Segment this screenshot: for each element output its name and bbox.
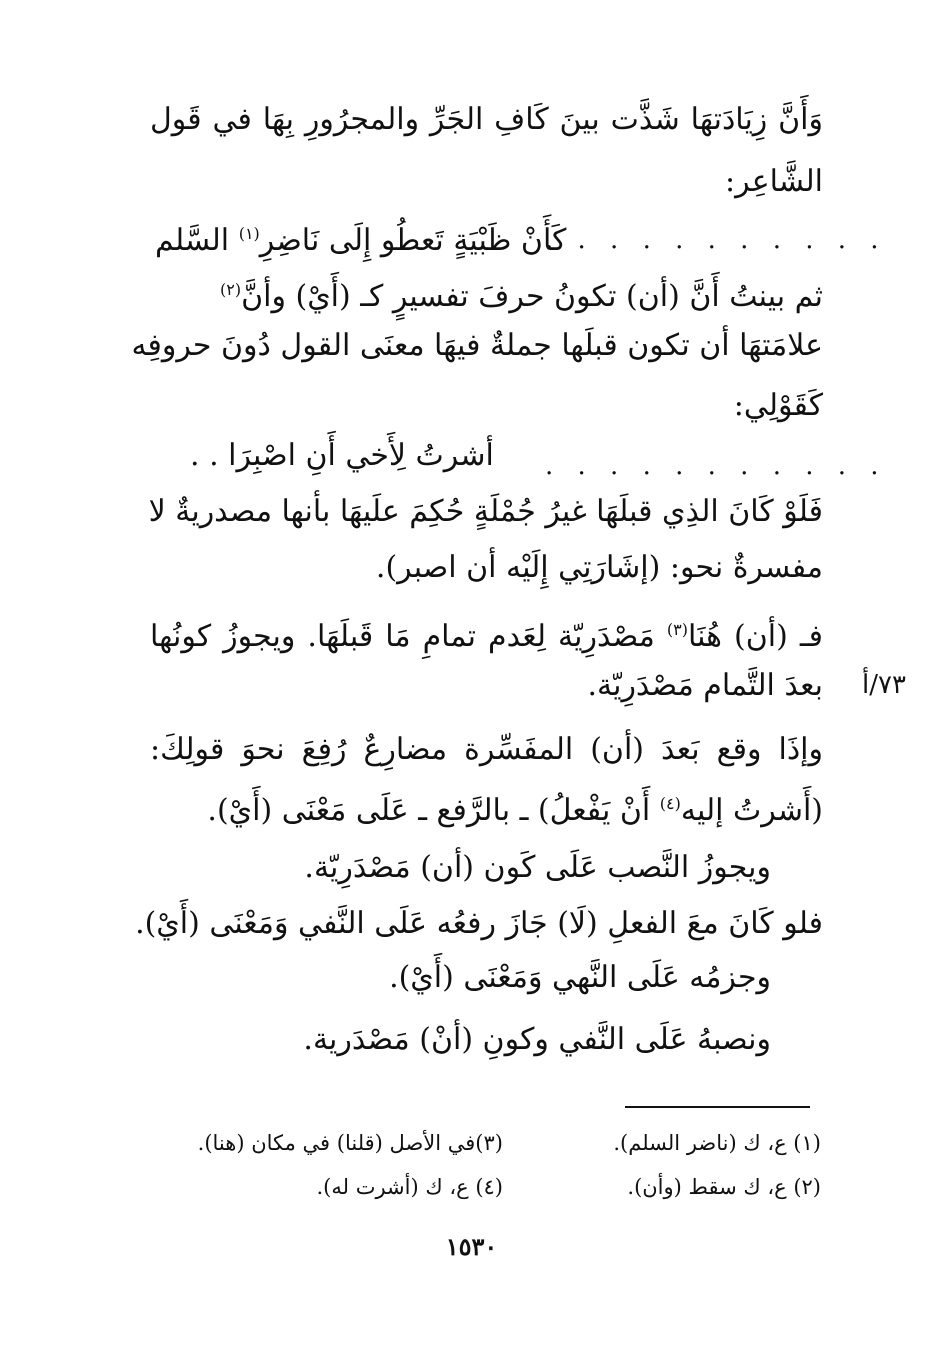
text-line-10 (150, 728, 823, 772)
footnote-ref-1: (١) (238, 224, 260, 243)
verse-1-dots-text: . . . . . . . . . . . (545, 225, 887, 255)
text-line-7 (150, 546, 823, 590)
text-line-5 (150, 384, 823, 428)
text-line-13-content: فلو كَانَ معَ الفعلِ (لَا) جَازَ رفعُه عَلَى النَّفي وَمَعْنَى (أَيْ). (135, 906, 823, 941)
footnote-1-text: (١) ع، ك (ناضر السلم). (613, 1131, 821, 1155)
text-line-4 (131, 324, 823, 368)
footnote-2 (627, 1170, 821, 1204)
text-line-13 (135, 902, 823, 946)
page-number-text: ١٥٣٠ (445, 1232, 498, 1261)
footnote-ref-4: (٤) (659, 794, 681, 813)
text-line-1-content: وَأَنَّ زِيَادَتهَا شَذَّت بينَ كَافِ الجَرِّ والمجرُورِ بِهَا في قَول (150, 102, 823, 137)
footnote-3 (198, 1126, 503, 1160)
verse-1-dots (545, 218, 887, 262)
text-line-8 (150, 608, 823, 659)
text-line-8-start: فـ (أن) هُنَا (687, 619, 823, 654)
verse-2-dots-text: . . . . . . . . . . . (545, 451, 887, 481)
text-line-10-content: وإذَا وقع بَعدَ (أن) المفَسِّرة مضارِعٌ رُفِعَ نحوَ قولِكَ: (150, 732, 823, 767)
text-line-8-end: مَصْدَرِيّة لِعَدم تمامِ مَا قَبلَهَا. ويجوزُ كونُها (150, 619, 655, 654)
verse-2 (190, 434, 494, 478)
text-line-15 (150, 1018, 771, 1062)
text-line-9-content: بعدَ التَّمام مَصْدَرِيّة. (587, 668, 823, 703)
footnote-2-text: (٢) ع، ك سقط (وأن). (627, 1175, 821, 1199)
footnote-4-text: (٤) ع، ك (أشرت له). (316, 1175, 503, 1199)
text-line-12-content: ويجوزُ النَّصب عَلَى كَون (أن) مَصْدَرِيّة. (304, 850, 771, 885)
footnote-4 (317, 1170, 504, 1204)
verse-1-end: السَّلم (155, 223, 230, 258)
text-line-14-content: وجزمُه عَلَى النَّهي وَمَعْنَى (أَيْ). (389, 960, 771, 995)
text-line-12 (150, 846, 771, 890)
text-line-15-content: ونصبهُ عَلَى النَّفي وكونِ (أنْ) مَصْدَرية. (303, 1022, 771, 1057)
text-line-3-content: ثم بينتُ أَنَّ (أن) تكونُ حرفَ تفسيرٍ كـ (أَيْ) وأنَّ (241, 279, 823, 314)
text-line-2-content: الشَّاعِر: (725, 164, 823, 199)
text-line-6-content: فَلَوْ كَانَ الذِي قبلَهَا غيرُ جُمْلَةٍ حُكِمَ علَيهَا بأنها مصدريةٌ لا (148, 494, 823, 529)
verse-1 (155, 212, 566, 263)
text-line-9 (150, 664, 823, 708)
text-line-2 (150, 160, 823, 204)
footnote-ref-2: (٢) (220, 280, 242, 299)
text-line-6 (150, 490, 823, 534)
text-line-14 (150, 956, 771, 1000)
verse-2-dots (545, 444, 887, 488)
text-line-11 (150, 782, 823, 833)
footnote-1 (613, 1126, 821, 1160)
verse-1-text: كَأَنْ ظَبْيَةٍ تَعطُو إِلَى نَاضِرِ (259, 223, 567, 258)
text-line-7-content: مفسرةٌ نحو: (إشَارَتِي إِلَيْه أن اصبر). (375, 550, 823, 585)
footnote-ref-3: (٣) (666, 620, 688, 639)
footnote-3-text: (٣)في الأصل (قلنا) في مكان (هنا). (197, 1131, 503, 1155)
text-line-5-content: كَقَوْلِي: (733, 388, 823, 423)
footnote-separator (625, 1106, 810, 1108)
verse-2-dots-short: . . (190, 438, 219, 473)
margin-folio-text: ٧٣/أ (862, 670, 906, 700)
text-line-1 (150, 98, 823, 142)
text-line-4-content: علامَتهَا أن تكون قبلَها جملةٌ فيهَا معنَى القول دُونَ حروفِه (131, 328, 823, 363)
verse-2-text: أشرتُ لِأَخي أَنِ اصْبِرَا (228, 438, 494, 473)
text-line-11-end: أَنْ يَفْعلُ) ـ بالرَّفع ـ عَلَى مَعْنَى (أَيْ). (207, 793, 651, 828)
margin-folio-note (862, 665, 906, 705)
text-line-11-start: (أَشرتُ إليه (680, 793, 823, 828)
page-number (0, 1232, 943, 1261)
text-line-3 (150, 268, 823, 319)
